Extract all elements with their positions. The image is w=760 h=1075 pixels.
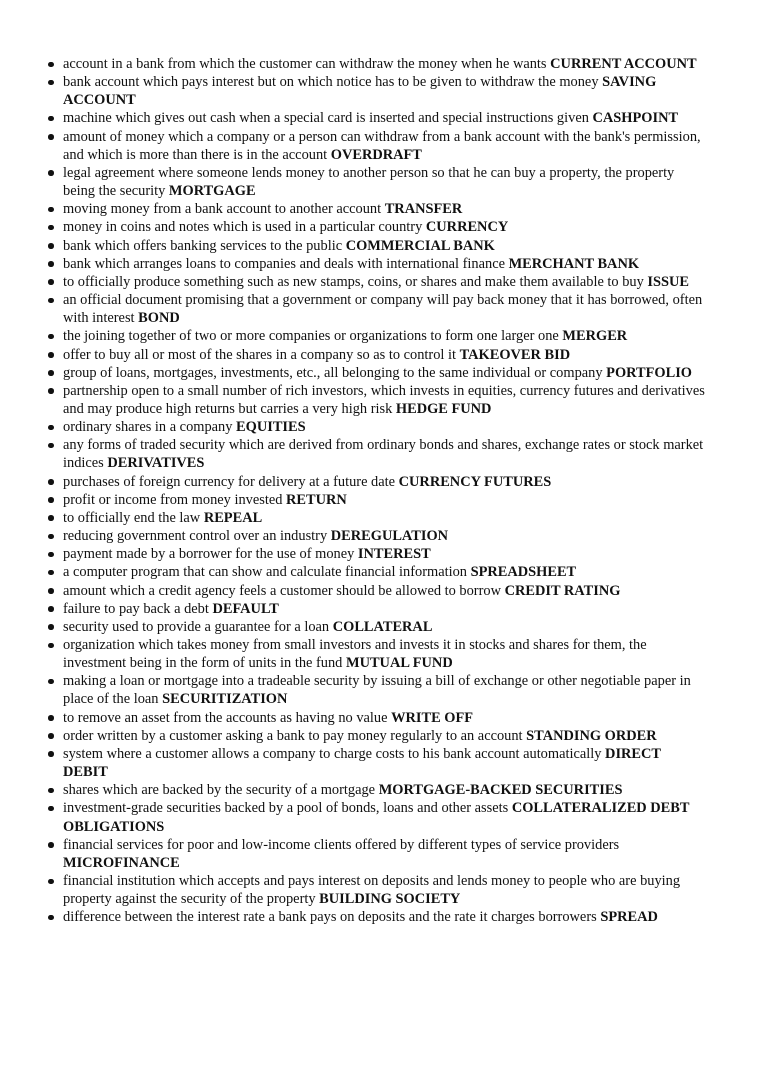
definition-text: legal agreement where someone lends money to another person so that he can buy a property, the property being the security [63, 164, 675, 200]
list-item [46, 291, 706, 327]
term-text: WRITE OFF [391, 709, 474, 726]
term-text: BOND [138, 310, 180, 327]
term-text: HEDGE FUND [395, 400, 492, 417]
list-item [46, 364, 706, 382]
definition-text: investment-grade securities backed by a pool of bonds, loans and other assets [63, 800, 509, 817]
term-text: INTEREST [357, 546, 431, 563]
definition-text: account in a bank from which the customer can withdraw the money when he wants [63, 56, 547, 72]
list-item [46, 745, 706, 781]
term-text: PORTFOLIO [606, 364, 693, 381]
definition-text: organization which takes money from small investors and invests it in stocks and shares for them, the investment being in the form of units in the fund [63, 637, 647, 672]
term-text: MORTGAGE-BACKED SECURITIES [378, 782, 623, 799]
definition-text: reducing government control over an industry [63, 528, 328, 545]
term-text: MORTGAGE [168, 183, 256, 200]
list-item [46, 109, 706, 127]
term-text: CASHPOINT [592, 110, 679, 127]
term-text: MERCHANT BANK [508, 255, 640, 272]
glossary-list [46, 55, 706, 927]
list-item [46, 327, 706, 345]
list-item [46, 418, 706, 436]
definition-text: system where a customer allows a company to charge costs to his bank account automatically [63, 745, 602, 762]
definition-text: offer to buy all or most of the shares in a company so as to control it [63, 346, 456, 363]
list-item [46, 781, 706, 799]
bullet-icon [48, 534, 54, 540]
bullet-icon [48, 806, 54, 812]
term-text: MUTUAL FUND [345, 655, 453, 672]
term-text: DEFAULT [212, 600, 279, 617]
bullet-icon [48, 643, 54, 649]
list-item [46, 709, 706, 727]
list-item [46, 582, 706, 600]
definition-text: ordinary shares in a company [63, 419, 233, 436]
definition-text: to officially produce something such as new stamps, coins, or shares and make them available to buy [63, 273, 644, 290]
list-item [46, 382, 706, 418]
bullet-icon [48, 515, 54, 521]
term-text: SAVING ACCOUNT [63, 74, 657, 109]
bullet-icon [48, 425, 54, 431]
list-item [46, 473, 706, 491]
list-item [46, 128, 706, 164]
bullet-icon [48, 715, 54, 721]
term-text: CREDIT RATING [504, 582, 621, 599]
definition-text: shares which are backed by the security of a mortgage [63, 782, 376, 799]
term-text: MERGER [562, 328, 628, 345]
definition-text: making a loan or mortgage into a tradeable security by issuing a bill of exchange or other negotiable paper in place of the loan [63, 673, 691, 708]
definition-text: profit or income from money invested [63, 491, 283, 508]
term-text: DEREGULATION [330, 528, 449, 545]
bullet-icon [48, 588, 54, 594]
term-text: DIRECT DEBIT [63, 745, 661, 781]
term-text: COLLATERAL [332, 618, 433, 635]
term-text: TRANSFER [384, 201, 463, 218]
definition-text: machine which gives out cash when a special card is inserted and special instructions given [63, 110, 589, 127]
bullet-icon [48, 570, 54, 576]
definition-text: bank which arranges loans to companies and deals with international finance [63, 255, 505, 272]
list-item [46, 545, 706, 563]
definition-text: bank which offers banking services to the public [63, 237, 343, 254]
definition-text: amount which a credit agency feels a customer should be allowed to borrow [63, 582, 501, 599]
list-item [46, 346, 706, 364]
list-item [46, 799, 706, 835]
term-text: OVERDRAFT [330, 146, 422, 163]
term-text: SECURITIZATION [162, 691, 288, 708]
bullet-icon [48, 134, 54, 140]
term-text: TAKEOVER BID [459, 346, 571, 363]
list-item [46, 73, 706, 109]
bullet-icon [48, 388, 54, 394]
term-text: COLLATERALIZED DEBT OBLIGATIONS [63, 800, 690, 835]
bullet-icon [48, 733, 54, 739]
list-item [46, 872, 706, 908]
bullet-icon [48, 207, 54, 213]
bullet-icon [48, 624, 54, 630]
bullet-icon [48, 352, 54, 358]
bullet-icon [48, 915, 54, 921]
bullet-icon [48, 243, 54, 249]
list-item [46, 55, 706, 73]
list-item [46, 436, 706, 472]
list-item [46, 255, 706, 273]
definition-text: order written by a customer asking a bank to pay money regularly to an account [63, 727, 523, 744]
bullet-icon [48, 552, 54, 558]
term-text: EQUITIES [236, 419, 306, 436]
bullet-icon [48, 298, 54, 304]
term-text: CURRENCY [425, 219, 509, 236]
list-item [46, 491, 706, 509]
bullet-icon [48, 62, 54, 68]
list-item [46, 636, 706, 672]
bullet-icon [48, 479, 54, 485]
bullet-icon [48, 842, 54, 848]
list-item [46, 727, 706, 745]
definition-text: to officially end the law [63, 509, 201, 526]
definition-text: bank account which pays interest but on which notice has to be given to withdraw the money [63, 74, 599, 91]
term-text: CURRENCY FUTURES [398, 473, 552, 490]
term-text: MICROFINANCE [63, 854, 180, 871]
bullet-icon [48, 497, 54, 503]
term-text: REPEAL [203, 509, 263, 526]
bullet-icon [48, 788, 54, 794]
bullet-icon [48, 370, 54, 376]
list-item [46, 527, 706, 545]
list-item [46, 509, 706, 527]
bullet-icon [48, 679, 54, 685]
definition-text: financial services for poor and low-income clients offered by different types of service providers [63, 836, 620, 853]
list-item [46, 273, 706, 291]
definition-text: group of loans, mortgages, investments, etc., all belonging to the same individual or company [63, 364, 603, 381]
bullet-icon [48, 80, 54, 86]
bullet-icon [48, 116, 54, 122]
bullet-icon [48, 170, 54, 176]
definition-text: to remove an asset from the accounts as having no value [63, 709, 388, 726]
definition-text: failure to pay back a debt [63, 600, 209, 617]
term-text: RETURN [286, 491, 347, 508]
bullet-icon [48, 443, 54, 449]
list-item [46, 237, 706, 255]
definition-text: the joining together of two or more companies or organizations to form one larger one [63, 328, 559, 345]
bullet-icon [48, 225, 54, 231]
definition-text: an official document promising that a government or company will pay back money that it has borrowed, often with interest [63, 292, 703, 327]
list-item [46, 563, 706, 581]
list-item [46, 618, 706, 636]
term-text: DERIVATIVES [107, 455, 205, 472]
term-text: SPREAD [600, 909, 658, 926]
term-text: CURRENT ACCOUNT [550, 56, 697, 72]
definition-text: security used to provide a guarantee for a loan [63, 618, 330, 635]
list-item [46, 672, 706, 708]
definition-text: difference between the interest rate a bank pays on deposits and the rate it charges borrowers [63, 909, 597, 926]
definition-text: amount of money which a company or a person can withdraw from a bank account with the bank's permission, and which is more than there is in the account [63, 128, 701, 163]
list-item [46, 218, 706, 236]
definition-text: any forms of traded security which are derived from ordinary bonds and shares, exchange rates or stock market indices [63, 437, 704, 472]
term-text: STANDING ORDER [526, 727, 657, 744]
definition-text: moving money from a bank account to another account [63, 201, 382, 218]
list-item [46, 600, 706, 618]
list-item [46, 164, 706, 200]
bullet-icon [48, 334, 54, 340]
definition-text: payment made by a borrower for the use of money [63, 546, 355, 563]
bullet-icon [48, 279, 54, 285]
definition-text: a computer program that can show and calculate financial information [63, 564, 467, 581]
bullet-icon [48, 751, 54, 757]
term-text: ISSUE [647, 273, 690, 290]
definition-text: partnership open to a small number of rich investors, which invests in equities, currency futures and derivatives and may produce high returns but carries a very high risk [63, 382, 705, 417]
bullet-icon [48, 879, 54, 885]
bullet-icon [48, 261, 54, 267]
list-item [46, 200, 706, 218]
bullet-icon [48, 606, 54, 612]
term-text: COMMERCIAL BANK [345, 237, 495, 254]
definition-text: purchases of foreign currency for delivery at a future date [63, 473, 396, 490]
definition-text: financial institution which accepts and pays interest on deposits and lends money to people who are buying property against the security of the property [63, 873, 681, 908]
list-item [46, 836, 706, 872]
definition-text: money in coins and notes which is used in a particular country [63, 219, 423, 236]
term-text: BUILDING SOCIETY [319, 891, 461, 908]
term-text: SPREADSHEET [470, 564, 577, 581]
list-item [46, 908, 706, 926]
